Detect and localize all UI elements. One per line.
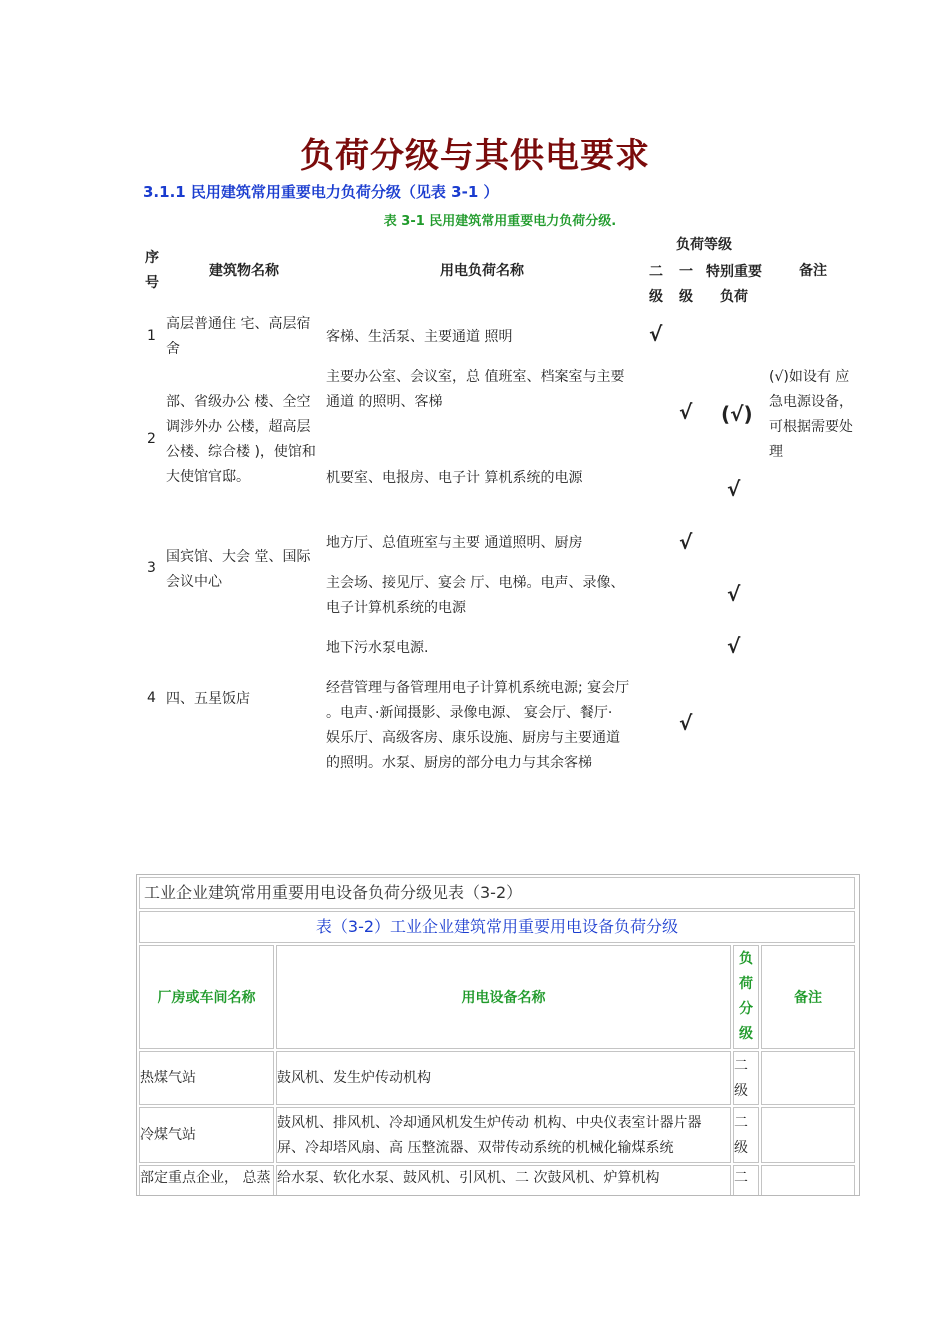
header-special-1: 特别重要 — [706, 264, 762, 280]
check-mark: √ — [727, 634, 741, 658]
table2-row3-grade: 二 — [733, 1165, 759, 1196]
row2-seq: 2 — [147, 431, 156, 447]
table2-header-equipment — [276, 945, 731, 1049]
row4-load-2: 。电声、·新闻摄影、录像电源、 宴会厅、餐厅· — [326, 705, 613, 721]
table2-row2-equipment-2: 屏、冷却塔风扇、高 压整流器、双带传动系统的机械化输煤系统 — [277, 1140, 674, 1156]
row2-load-b: 机要室、电报房、电子计 算机系统的电源 — [326, 470, 583, 486]
row2-note-1: (√)如设有 应 — [769, 369, 850, 385]
row3-seq: 3 — [147, 560, 156, 576]
header-seq-2: 号 — [145, 275, 159, 291]
table2-header-equipment-label: 用电设备名称 — [461, 990, 546, 1006]
row2-building-4: 大使馆官邸。 — [166, 469, 250, 485]
table2-row2-equipment-1: 鼓风机、排风机、冷却通风机发生炉传动 机构、中央仪表室计器片器 — [277, 1115, 702, 1131]
table2-row1-remark — [761, 1051, 855, 1105]
row3-load-b1: 主会场、接见厅、宴会 厅、电梯。电声、录像、 — [326, 575, 625, 591]
row4-load-1: 经营管理与备管理用电子计算机系统电源; 宴会厅 — [326, 680, 630, 696]
table2-row3-equipment: 给水泵、软化水泵、鼓风机、引风机、二 次鼓风机、炉算机构 — [276, 1165, 731, 1196]
table2 — [136, 874, 860, 1196]
table2-row3-plant: 部定重点企业， 总蒸 — [139, 1165, 274, 1196]
table2-header-plant — [139, 945, 274, 1049]
table2-row1-grade-2: 级 — [734, 1083, 748, 1099]
header-grade1-1: 一 — [679, 264, 693, 280]
table2-header-remark-label: 备注 — [794, 990, 822, 1006]
row3-building-2: 会议中心 — [166, 574, 222, 590]
row1-seq: 1 — [147, 328, 156, 344]
row4-seq: 4 — [147, 690, 156, 706]
row2-building-3: 公楼、综合楼 )，使馆和 — [166, 444, 316, 460]
check-mark: √ — [649, 322, 663, 346]
header-special-2: 负荷 — [720, 289, 748, 305]
row2-load-a1: 主要办公室、会议室，总 值班室、档案室与主要 — [326, 369, 625, 385]
check-mark: √ — [679, 711, 693, 735]
table2-header-remark — [761, 945, 855, 1049]
header-grade: 负荷等级 — [676, 237, 732, 253]
table2-header-grade — [733, 945, 759, 1049]
table2-row2-remark — [761, 1107, 855, 1163]
row1-building-2: 舍 — [166, 341, 180, 357]
check-mark: √ — [727, 477, 741, 501]
table2-header-grade-char: 级 — [739, 1026, 753, 1042]
row2-building-2: 调涉外办 公楼，超高层 — [166, 419, 311, 435]
check-mark: √ — [679, 400, 693, 424]
header-grade2-1: 二 — [649, 264, 663, 280]
table2-row2-grade-1: 二 — [734, 1115, 748, 1131]
header-load: 用电负荷名称 — [440, 263, 524, 279]
table2-row1-equipment: 鼓风机、发生炉传动机构 — [276, 1051, 731, 1105]
section-heading: 3.1.1 民用建筑常用重要电力负荷分级（见表 3-1 ） — [143, 183, 499, 201]
page-title: 负荷分级与其供电要求 — [300, 136, 650, 176]
row3-load-c: 地下污水泵电源. — [326, 640, 429, 656]
row2-note-2: 急电源设备， — [769, 394, 853, 410]
header-remark: 备注 — [799, 263, 827, 279]
row2-building-1: 部、省级办公 楼、全空 — [166, 394, 311, 410]
row3-load-a: 地方厅、总值班室与主要 通道照明、厨房 — [326, 535, 583, 551]
header-building: 建筑物名称 — [209, 263, 279, 279]
row2-note-3: 可根据需要处 — [769, 419, 853, 435]
row2-note-4: 理 — [769, 444, 783, 460]
table1-caption: 表 3-1 民用建筑常用重要电力负荷分级. — [383, 214, 617, 229]
row3-load-b2: 电子计算机系统的电源 — [326, 600, 466, 616]
row3-building-1: 国宾馆、大会 堂、国际 — [166, 549, 311, 565]
row2-load-a2: 通道 的照明、客梯 — [326, 394, 443, 410]
table2-caption: 表（3-2）工业企业建筑常用重要用电设备负荷分级 — [139, 911, 855, 943]
row4-load-3: 娱乐厅、高级客房、康乐设施、厨房与主要通道 — [326, 730, 620, 746]
row4-building: 四、五星饭店 — [166, 691, 250, 707]
row1-load: 客梯、生活泵、主要通道 照明 — [326, 329, 513, 345]
row4-load-4: 的照明。水泵、厨房的部分电力与其余客梯 — [326, 755, 592, 771]
header-grade1-2: 级 — [679, 289, 693, 305]
table2-row2-plant: 冷煤气站 — [139, 1107, 274, 1163]
table2-header-grade-char: 分 — [739, 1001, 753, 1017]
table2-row1-plant: 热煤气站 — [139, 1051, 274, 1105]
table2-title: 工业企业建筑常用重要用电设备负荷分级见表（3-2） — [139, 877, 855, 909]
table2-row1-grade — [733, 1051, 759, 1105]
header-grade2-2: 级 — [649, 289, 663, 305]
table2-row2-grade-2: 级 — [734, 1140, 748, 1156]
table2-header-grade-char: 荷 — [739, 976, 753, 992]
table2-row2-grade — [733, 1107, 759, 1163]
table2-row2-equipment — [276, 1107, 731, 1163]
check-mark-optional: (√) — [721, 402, 753, 426]
row1-building-1: 高层普通住 宅、高层宿 — [166, 316, 311, 332]
check-mark: √ — [727, 582, 741, 606]
table2-header-grade-char: 负 — [739, 951, 753, 967]
table2-row1-grade-1: 二 — [734, 1058, 748, 1074]
header-seq-1: 序 — [145, 250, 159, 266]
check-mark: √ — [679, 530, 693, 554]
table2-header-plant-label: 厂房或车间名称 — [157, 990, 256, 1006]
table2-row3-remark — [761, 1165, 855, 1196]
